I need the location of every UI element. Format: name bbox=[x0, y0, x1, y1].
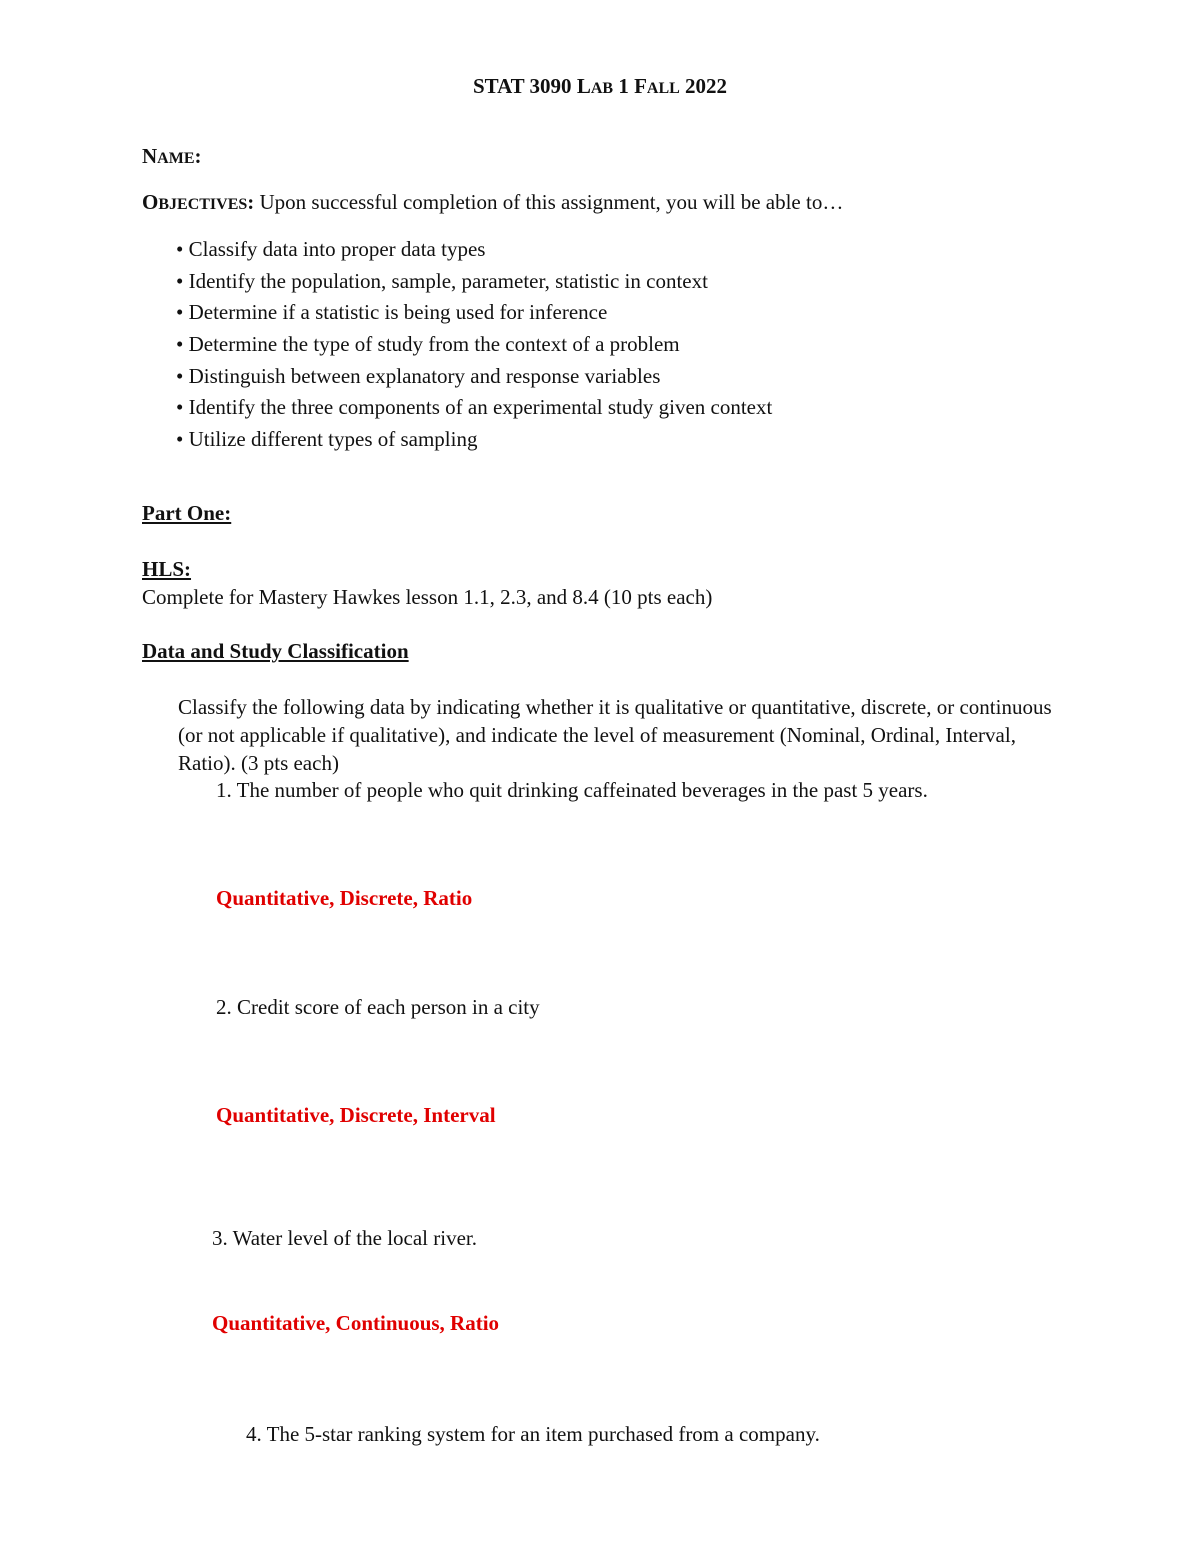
list-item: • Identify the three components of an experimental study given context bbox=[176, 395, 773, 420]
title-lab-rest: AB bbox=[590, 80, 614, 97]
list-item: • Determine if a statistic is being used for inference bbox=[176, 300, 608, 325]
hls-heading: HLS: bbox=[142, 557, 192, 581]
objectives-label-initial: O bbox=[142, 190, 159, 214]
list-item: • Distinguish between explanatory and response variables bbox=[176, 363, 661, 388]
list-item: • Utilize different types of sampling bbox=[176, 427, 478, 452]
part-one-heading: Part One: bbox=[142, 501, 232, 525]
hls-text: Complete for Mastery Hawkes lesson 1.1, 2.3, and 8.4 (10 pts each) bbox=[142, 585, 713, 609]
title-fall-initial: F bbox=[634, 74, 647, 98]
objectives-label-rest: BJECTIVES bbox=[158, 196, 248, 213]
list-item: • Identify the population, sample, parameter, statistic in context bbox=[176, 268, 708, 293]
answer-2: Quantitative, Discrete, Interval bbox=[216, 1103, 496, 1127]
answer-1: Quantitative, Discrete, Ratio bbox=[216, 886, 473, 910]
name-label bbox=[142, 146, 202, 167]
page-title bbox=[0, 76, 1200, 97]
name-label-colon: : bbox=[194, 144, 202, 168]
classification-instructions: Classify the following data by indicating whether it is qualitative or quantitative, discrete, or continuous (or not applicable if qualitative), and indicate the level of measurement (Nominal, Ordinal, Interval, Ratio). (3 pts each) bbox=[178, 695, 1052, 775]
title-lab-initial: L bbox=[576, 74, 591, 98]
title-lab-number: 1 bbox=[618, 74, 629, 98]
classification-heading: Data and Study Classification bbox=[142, 639, 409, 663]
list-item: • Classify data into proper data types bbox=[176, 237, 486, 261]
title-year: 2022 bbox=[685, 74, 728, 98]
answer-3: Quantitative, Continuous, Ratio bbox=[212, 1311, 500, 1335]
list-item: • Determine the type of study from the context of a problem bbox=[176, 332, 680, 357]
objectives-line bbox=[142, 192, 843, 213]
objectives-intro: Upon successful completion of this assignment, you will be able to… bbox=[259, 190, 844, 214]
question-1: 1. The number of people who quit drinking caffeinated beverages in the past 5 years. bbox=[216, 778, 928, 802]
question-4: 4. The 5-star ranking system for an item purchased from a company. bbox=[246, 1422, 820, 1446]
question-2: 2. Credit score of each person in a city bbox=[216, 995, 540, 1019]
name-label-rest: AME bbox=[157, 150, 195, 167]
question-3: 3. Water level of the local river. bbox=[212, 1226, 477, 1250]
objectives-label-colon: : bbox=[247, 190, 255, 214]
title-course: STAT 3090 bbox=[472, 74, 572, 98]
objectives-label bbox=[142, 190, 254, 214]
name-label-initial: N bbox=[142, 144, 158, 168]
title-fall-rest: ALL bbox=[646, 80, 680, 97]
objectives-list bbox=[176, 237, 772, 459]
